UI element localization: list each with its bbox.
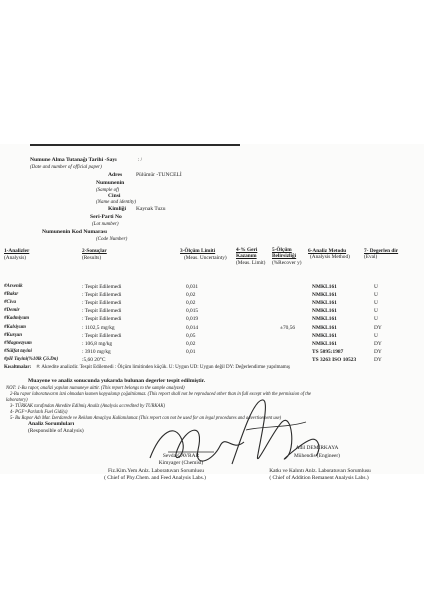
note-2-cont: laboratory) — [6, 398, 28, 403]
sample-date-label: Numune Alma Tutanağı Tarihi -Sayı — [30, 157, 117, 163]
cell-method: NMKL161 — [312, 292, 337, 299]
cell-param: #pH Tayini(%10lk Çö.Dn) — [4, 356, 59, 362]
col-method-header: 6-Analiz Metodu — [308, 248, 347, 254]
signer-left-name: Sevda ÇAVRAR — [162, 453, 200, 459]
col-results-header: 2-Sonuçlar — [82, 248, 107, 254]
cell-param: #Kadmiyum — [4, 316, 30, 322]
cell-limit: 0,015 — [186, 308, 199, 315]
cell-method: NMKL161 — [312, 340, 337, 347]
signer-right-title: Mühendis (Engineer) — [294, 453, 340, 459]
analysis-resp-sub: (Responsible of Analysis) — [28, 428, 84, 434]
conclusion-line: Muayene ve analiz sonucunda yukarıda bulunan degerler tespit edilmiştir. — [28, 378, 205, 384]
cell-limit: 0,019 — [186, 316, 199, 323]
table-row — [0, 291, 424, 299]
cell-eval: U — [374, 332, 378, 339]
cell-eval: DY — [374, 348, 382, 355]
cell-result: : Tespit Edilemedi — [82, 316, 122, 323]
col-analysis-header: 1-Analizler — [4, 248, 30, 254]
table-row — [0, 307, 424, 315]
cell-eval: U — [374, 308, 378, 315]
note-2: 2-Bu rapor laboratuvarın izni olmadan kısmen kopyalanıp çoğaltılamaz. (This report shall not be reproduced other than in full except with the permission of the — [10, 392, 312, 397]
signature-right-flourish — [246, 422, 306, 430]
col-analysis-sub: (Analysis) — [4, 255, 27, 261]
cell-eval: DY — [374, 324, 382, 331]
field-identity-label: Kimliği — [108, 206, 127, 212]
field-sample-label: Numunenin — [96, 180, 125, 186]
cell-result: : Tespit Edilemedi — [82, 332, 122, 339]
cell-method: NMKL161 — [312, 324, 337, 331]
cell-result: : Tespit Edilemedi — [82, 292, 122, 299]
field-code-label: Numunenin Kod Numarası — [42, 229, 107, 235]
note-5: 5- Bu Rapor Adı Mar. İzerdarede ve Reklam Amaçlıya Kullanılamaz (This report can not be used for an legal procedures and advertisement use) — [10, 416, 282, 421]
cell-param: #Bakır — [4, 292, 19, 298]
cell-param: #Kalsiyum — [4, 324, 26, 330]
cell-result: :5,60 20°C — [82, 356, 106, 363]
cell-result: : 3910 mg/kg — [82, 348, 111, 355]
cell-result: : Tespit Edilemedi — [82, 308, 122, 315]
col-recovery-sub: (Meas. Limit) — [236, 260, 266, 266]
cell-limit: 0,014 — [186, 324, 199, 331]
note-1: NOT: 1-Bu rapor, analizi yapılan numuneye aittir. (This report belongs to the sample analyzed) — [6, 386, 185, 391]
signer-left-role: Fiz.Kim.Yem Anlz. Laboratuvarı Sorumlusu — [108, 468, 204, 474]
page-top-border — [30, 144, 240, 155]
field-identity-value: Kaynak Tuzu — [136, 206, 166, 212]
table-row — [0, 340, 424, 348]
field-code-sub: (Code Number) — [96, 237, 128, 242]
table-row — [0, 348, 424, 356]
legend — [4, 365, 290, 370]
cell-param: #Magnezyum — [4, 340, 32, 346]
note-4: 4- PGF=Parlatılı Fuel Gidi(s) — [10, 410, 68, 415]
cell-param: #Arsenik — [4, 284, 23, 289]
cell-method: NMKL161 — [312, 284, 337, 290]
table-row — [0, 315, 424, 323]
field-sample-sub: (Sample of) — [96, 188, 120, 193]
field-type-label: Cinsi — [108, 193, 121, 199]
col-results-sub: (Results) — [82, 255, 102, 261]
cell-method: NMKL161 — [312, 332, 337, 339]
cell-eval: U — [374, 300, 378, 307]
legend-label: Kısaltmalar: — [4, 365, 32, 370]
cell-result: : Tespit Edilemedi — [82, 300, 122, 307]
col-method-sub: (Analysis Method) — [310, 254, 350, 260]
cell-eval: U — [374, 292, 378, 299]
table-row — [0, 283, 424, 291]
field-lot-label: Seri-Parti No — [90, 214, 122, 220]
col-eval-header: 7- Degerlen dir — [364, 248, 399, 254]
col-limit-sub: (Meas. Uncertainty) — [184, 255, 227, 261]
sample-date-value: : / — [138, 158, 143, 163]
col-recovery-header: 4-% Geri Kazanım — [236, 247, 258, 260]
signer-right-role-en: ( Chief of Addition Remanent Analysis Labs.) — [269, 475, 369, 481]
cell-eval: U — [374, 284, 378, 290]
field-address-value: Pülümür -TUNCELİ — [136, 172, 182, 178]
col-limit-header: 3-Ölçüm Limiti — [180, 248, 216, 254]
cell-result: : 1102,5 mg/kg — [82, 324, 115, 331]
legend-text: #: Akredite analizdir. Tespit Edilemedi : Ölçüm limitinden küçük. U: Uygun UD: Uygun değil DY: Değerlendirme yapılmamış — [36, 365, 290, 370]
cell-limit: 0,02 — [186, 340, 196, 347]
cell-method: NMKL161 — [312, 308, 337, 315]
col-uncertainty-header: 5-Ölçüm Belirsizliği — [272, 247, 297, 260]
cell-result: : Tespit Edilemedi — [82, 284, 122, 290]
field-lot-sub: (Lot number) — [92, 222, 119, 227]
cell-method: TS 3263 ISO 10523 — [312, 356, 357, 363]
cell-limit: 0,031 — [186, 284, 199, 290]
col-uncertainty-sub: (%Recover y) — [272, 260, 302, 266]
col-eval-sub: (Eval) — [364, 254, 378, 260]
cell-method: NMKL161 — [312, 316, 337, 323]
cell-limit: 0,01 — [186, 348, 196, 355]
signer-right-name: Adil DEMİRKAYA — [295, 445, 339, 451]
sample-date-sub: (Date and number of official paper) — [30, 165, 102, 170]
table-row — [0, 356, 424, 364]
field-address-label: Adres — [108, 172, 123, 178]
cell-limit: 0,05 — [186, 332, 196, 339]
analysis-resp-label: Analiz Sorumluları — [28, 421, 75, 427]
cell-param: #Demir — [4, 308, 20, 314]
cell-param: #Sülfat tayini — [4, 348, 32, 354]
table-row — [0, 324, 424, 332]
note-3: 3- TÜRKAK tarafından Akredite Edilmiş Analiz (Analysis accredited by TURKAK) — [10, 404, 166, 409]
cell-eval: DY — [374, 340, 382, 347]
cell-param: #Kurşun — [4, 332, 23, 338]
cell-limit: 0,02 — [186, 300, 196, 307]
table-row — [0, 332, 424, 340]
cell-eval: DY — [374, 356, 382, 363]
cell-result: : 106,8 mg/kg — [82, 340, 113, 347]
signer-left-title: Kimyager (Chemist) — [158, 460, 204, 466]
scanned-lab-report — [0, 144, 424, 474]
signer-right-role: Katkı ve Kalıntı Anlz. Laboratuvarı Sorumlusu — [269, 468, 371, 474]
signer-left-role-en: ( Chief of Phy.Chem. and Feed Analysis Labs.) — [104, 475, 206, 481]
table-row — [0, 299, 424, 307]
cell-limit: 0,02 — [186, 292, 196, 299]
field-type-sub: (Name and identity) — [96, 200, 136, 205]
cell-param: #Civa — [4, 300, 16, 306]
cell-method: TS 5095:1987 — [312, 348, 344, 355]
cell-eval: U — [374, 316, 378, 323]
cell-uncertainty: ±70,56 — [280, 324, 296, 331]
cell-method: NMKL161 — [312, 300, 337, 307]
